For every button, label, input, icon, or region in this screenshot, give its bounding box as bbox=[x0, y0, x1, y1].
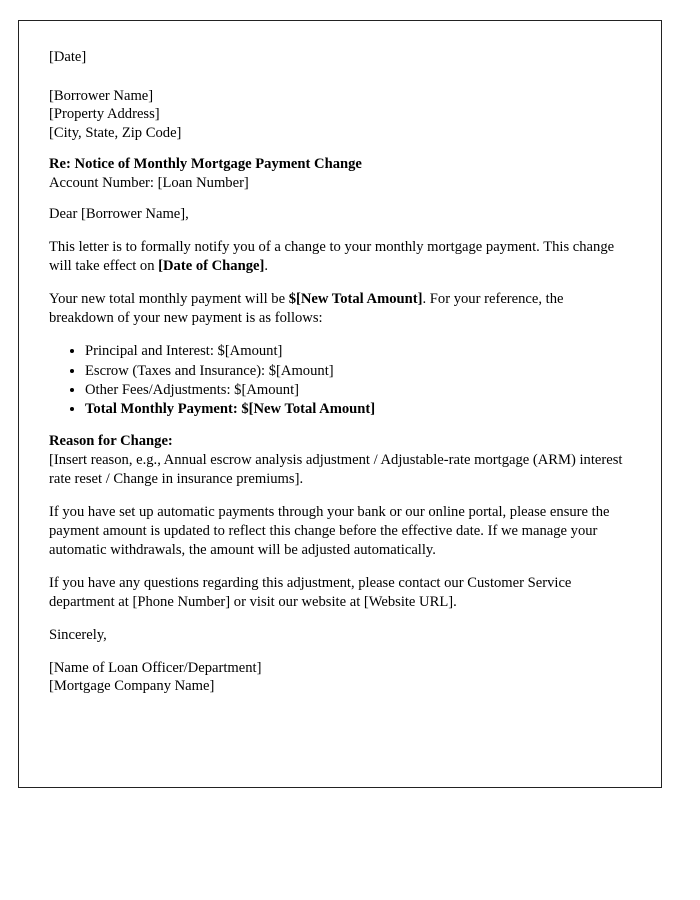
breakdown-other-fees: Other Fees/Adjustments: $[Amount] bbox=[85, 381, 300, 398]
questions-paragraph: If you have any questions regarding this adjustment, please contact our Customer Service department at [Phone Number] or visit our website at [Website URL]. bbox=[49, 574, 572, 610]
intro-paragraph bbox=[49, 238, 629, 276]
subject-line: Re: Notice of Monthly Mortgage Payment Change bbox=[49, 156, 362, 173]
new-payment-part1: Your new total monthly payment will be bbox=[49, 291, 289, 308]
recipient-property-address: [Property Address] bbox=[49, 106, 160, 123]
reason-for-change-heading: Reason for Change: bbox=[49, 433, 173, 450]
intro-text-part2: . bbox=[264, 258, 268, 275]
date-placeholder: [Date] bbox=[49, 49, 87, 65]
new-total-amount: $[New Total Amount] bbox=[288, 291, 423, 308]
address-spacer bbox=[49, 142, 629, 155]
recipient-city-state-zip: [City, State, Zip Code] bbox=[49, 124, 182, 141]
date-spacer bbox=[49, 67, 629, 87]
autopay-paragraph: If you have set up automatic payments through your bank or our online portal, please ensure the payment amount is updated to reflect this change before the effective date. If we manage your automatic withdrawals, the amount will be adjusted automatically. bbox=[49, 504, 610, 558]
salutation: Dear [Borrower Name], bbox=[49, 206, 189, 223]
signature-officer: [Name of Loan Officer/Department] bbox=[49, 659, 262, 676]
new-payment-part2: . For your reference, the breakdown of your new payment is as follows: bbox=[49, 291, 564, 327]
subject-block bbox=[49, 155, 629, 192]
breakdown-total-monthly-payment: Total Monthly Payment: $[New Total Amount] bbox=[85, 401, 376, 418]
letter-page bbox=[18, 20, 662, 788]
reason-for-change-body: [Insert reason, e.g., Annual escrow analysis adjustment / Adjustable-rate mortgage (ARM) interest rate reset / Change in insurance premiums]. bbox=[49, 452, 623, 488]
closing: Sincerely, bbox=[49, 626, 107, 643]
new-payment-paragraph bbox=[49, 290, 629, 328]
letter-body bbox=[49, 49, 629, 696]
list-item bbox=[85, 381, 629, 400]
payment-breakdown-list bbox=[49, 342, 629, 419]
list-item bbox=[85, 342, 629, 361]
account-number-line: Account Number: [Loan Number] bbox=[49, 174, 249, 191]
subject-spacer bbox=[49, 192, 629, 205]
recipient-name: [Borrower Name] bbox=[49, 87, 154, 104]
signature-block bbox=[49, 659, 629, 696]
breakdown-escrow: Escrow (Taxes and Insurance): $[Amount] bbox=[85, 362, 334, 379]
recipient-address-block bbox=[49, 87, 629, 143]
signature-company: [Mortgage Company Name] bbox=[49, 678, 215, 695]
list-item bbox=[85, 400, 629, 419]
list-item bbox=[85, 362, 629, 381]
breakdown-principal-interest: Principal and Interest: $[Amount] bbox=[85, 343, 283, 360]
intro-date-of-change: [Date of Change] bbox=[158, 258, 265, 275]
intro-text-part1: This letter is to formally notify you of a change to your monthly mortgage payment. This change will take effect on bbox=[49, 239, 615, 275]
